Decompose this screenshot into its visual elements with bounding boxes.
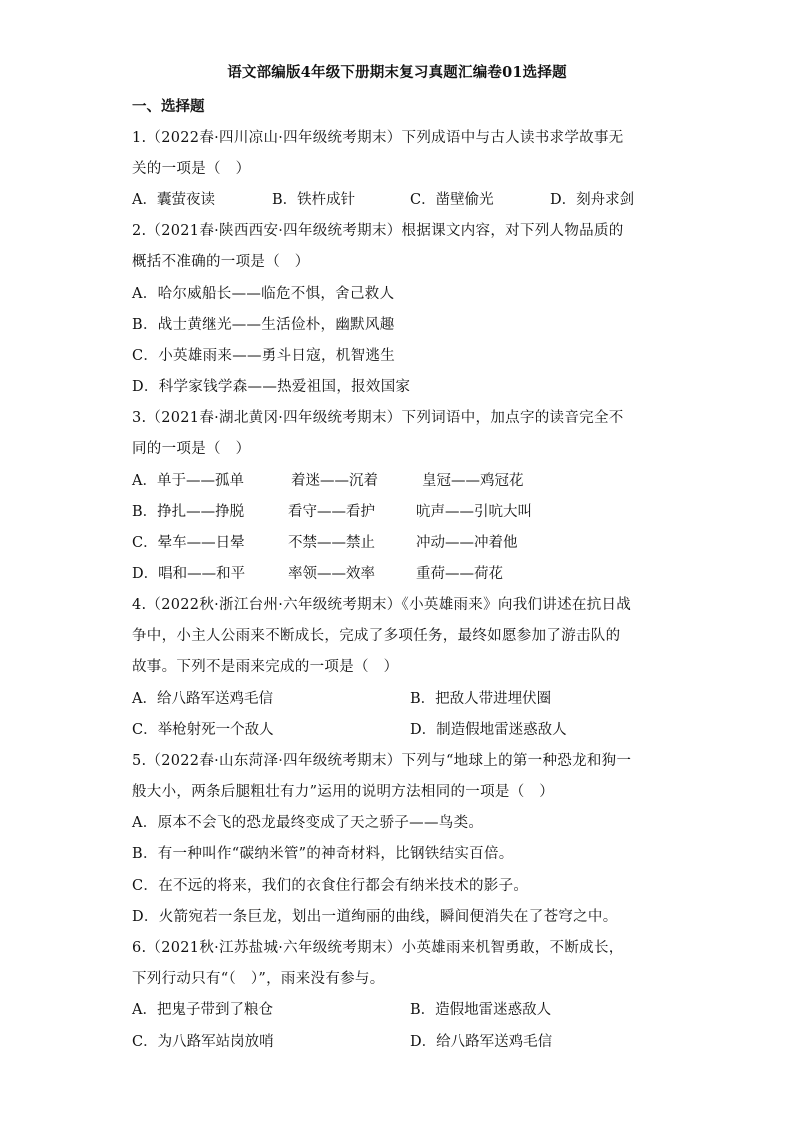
q5-option-c: C．在不远的将来，我们的衣食住行都会有纳米技术的影子。 xyxy=(132,878,529,894)
q3-option-c-pair3: 冲动——冲着他 xyxy=(416,535,518,551)
q1-option-a: A．囊萤夜读 xyxy=(132,192,215,208)
q3-option-a-pair1: A．单于——孤单 xyxy=(132,473,244,489)
q4-option-d: D．制造假地雷迷惑敌人 xyxy=(410,722,567,738)
q3-option-c-pair2: 不禁——禁止 xyxy=(288,535,375,551)
q3-stem-line1: 3.（2021春·湖北黄冈·四年级统考期末）下列词语中，加点字的读音完全不 xyxy=(132,410,624,426)
q2-stem-line2: 概括不准确的一项是（ ） xyxy=(132,254,310,270)
q6-option-d: D．给八路军送鸡毛信 xyxy=(410,1034,553,1050)
q6-option-a: A．把鬼子带到了粮仓 xyxy=(132,1002,273,1018)
q3-option-d-pair3: 重荷——荷花 xyxy=(416,566,503,582)
q1-stem-line1: 1.（2022春·四川凉山·四年级统考期末）下列成语中与古人读书求学故事无 xyxy=(132,130,624,146)
q3-option-b-pair3: 吭声——引吭大叫 xyxy=(416,504,532,520)
q3-option-a-pair2: 着迷——沉着 xyxy=(291,473,378,489)
q5-option-b: B．有一种叫作“碳纳米管”的神奇材料，比钢铁结实百倍。 xyxy=(132,846,514,862)
q4-stem-line1: 4.（2022秋·浙江台州·六年级统考期末）《小英雄雨来》向我们讲述在抗日战 xyxy=(132,597,632,613)
q4-option-b: B．把敌人带进埋伏圈 xyxy=(410,691,552,707)
q1-option-c: C．凿壁偷光 xyxy=(410,192,494,208)
q3-option-a-pair3: 皇冠——鸡冠花 xyxy=(422,473,524,489)
q2-option-c: C．小英雄雨来——勇斗日寇，机智逃生 xyxy=(132,348,395,364)
q3-option-d-pair2: 率领——效率 xyxy=(288,566,375,582)
q6-stem-line2: 下列行动只有“（ ）”，雨来没有参与。 xyxy=(132,971,385,987)
q2-stem-line1: 2.（2021春·陕西西安·四年级统考期末）根据课文内容，对下列人物品质的 xyxy=(132,223,624,239)
q5-stem-line2: 般大小，两条后腿粗壮有力”运用的说明方法相同的一项是（ ） xyxy=(132,784,555,800)
q5-option-d: D．火箭宛若一条巨龙，划出一道绚丽的曲线，瞬间便消失在了苍穹之中。 xyxy=(132,909,618,925)
q3-option-d-pair1: D．唱和——和平 xyxy=(132,566,246,582)
q2-option-b: B．战士黄继光——生活俭朴，幽默风趣 xyxy=(132,317,395,333)
q1-option-b: B．铁杵成针 xyxy=(272,192,356,208)
q6-stem-line1: 6.（2021秋·江苏盐城·六年级统考期末）小英雄雨来机智勇敢，不断成长， xyxy=(132,940,624,956)
q4-option-c: C．举枪射死一个敌人 xyxy=(132,722,274,738)
q3-option-c-pair1: C．晕车——日晕 xyxy=(132,535,245,551)
q3-stem-line2: 同的一项是（ ） xyxy=(132,441,251,457)
q2-option-a: A．哈尔威船长——临危不惧，舍己救人 xyxy=(132,286,395,302)
document-title: 语文部编版4年级下册期末复习真题汇编卷01选择题 xyxy=(227,64,567,81)
q6-option-c: C．为八路军站岗放哨 xyxy=(132,1034,274,1050)
q3-option-b-pair1: B．挣扎——挣脱 xyxy=(132,504,245,520)
q6-option-b: B．造假地雷迷惑敌人 xyxy=(410,1002,552,1018)
q5-option-a: A．原本不会飞的恐龙最终变成了天之骄子——鸟类。 xyxy=(132,815,484,831)
q3-option-b-pair2: 看守——看护 xyxy=(288,504,375,520)
q1-stem-line2: 关的一项是（ ） xyxy=(132,161,251,177)
q5-stem-line1: 5.（2022春·山东菏泽·四年级统考期末）下列与“地球上的第一种恐龙和狗一 xyxy=(132,753,632,769)
q4-stem-line2: 争中，小主人公雨来不断成长，完成了多项任务，最终如愿参加了游击队的 xyxy=(132,628,621,644)
q1-option-d: D．刻舟求剑 xyxy=(550,192,635,208)
section-heading: 一、选择题 xyxy=(132,98,205,115)
q2-option-d: D．科学家钱学森——热爱祖国，报效国家 xyxy=(132,379,411,395)
q4-option-a: A．给八路军送鸡毛信 xyxy=(132,691,273,707)
q4-stem-line3: 故事。下列不是雨来完成的一项是（ ） xyxy=(132,659,399,675)
